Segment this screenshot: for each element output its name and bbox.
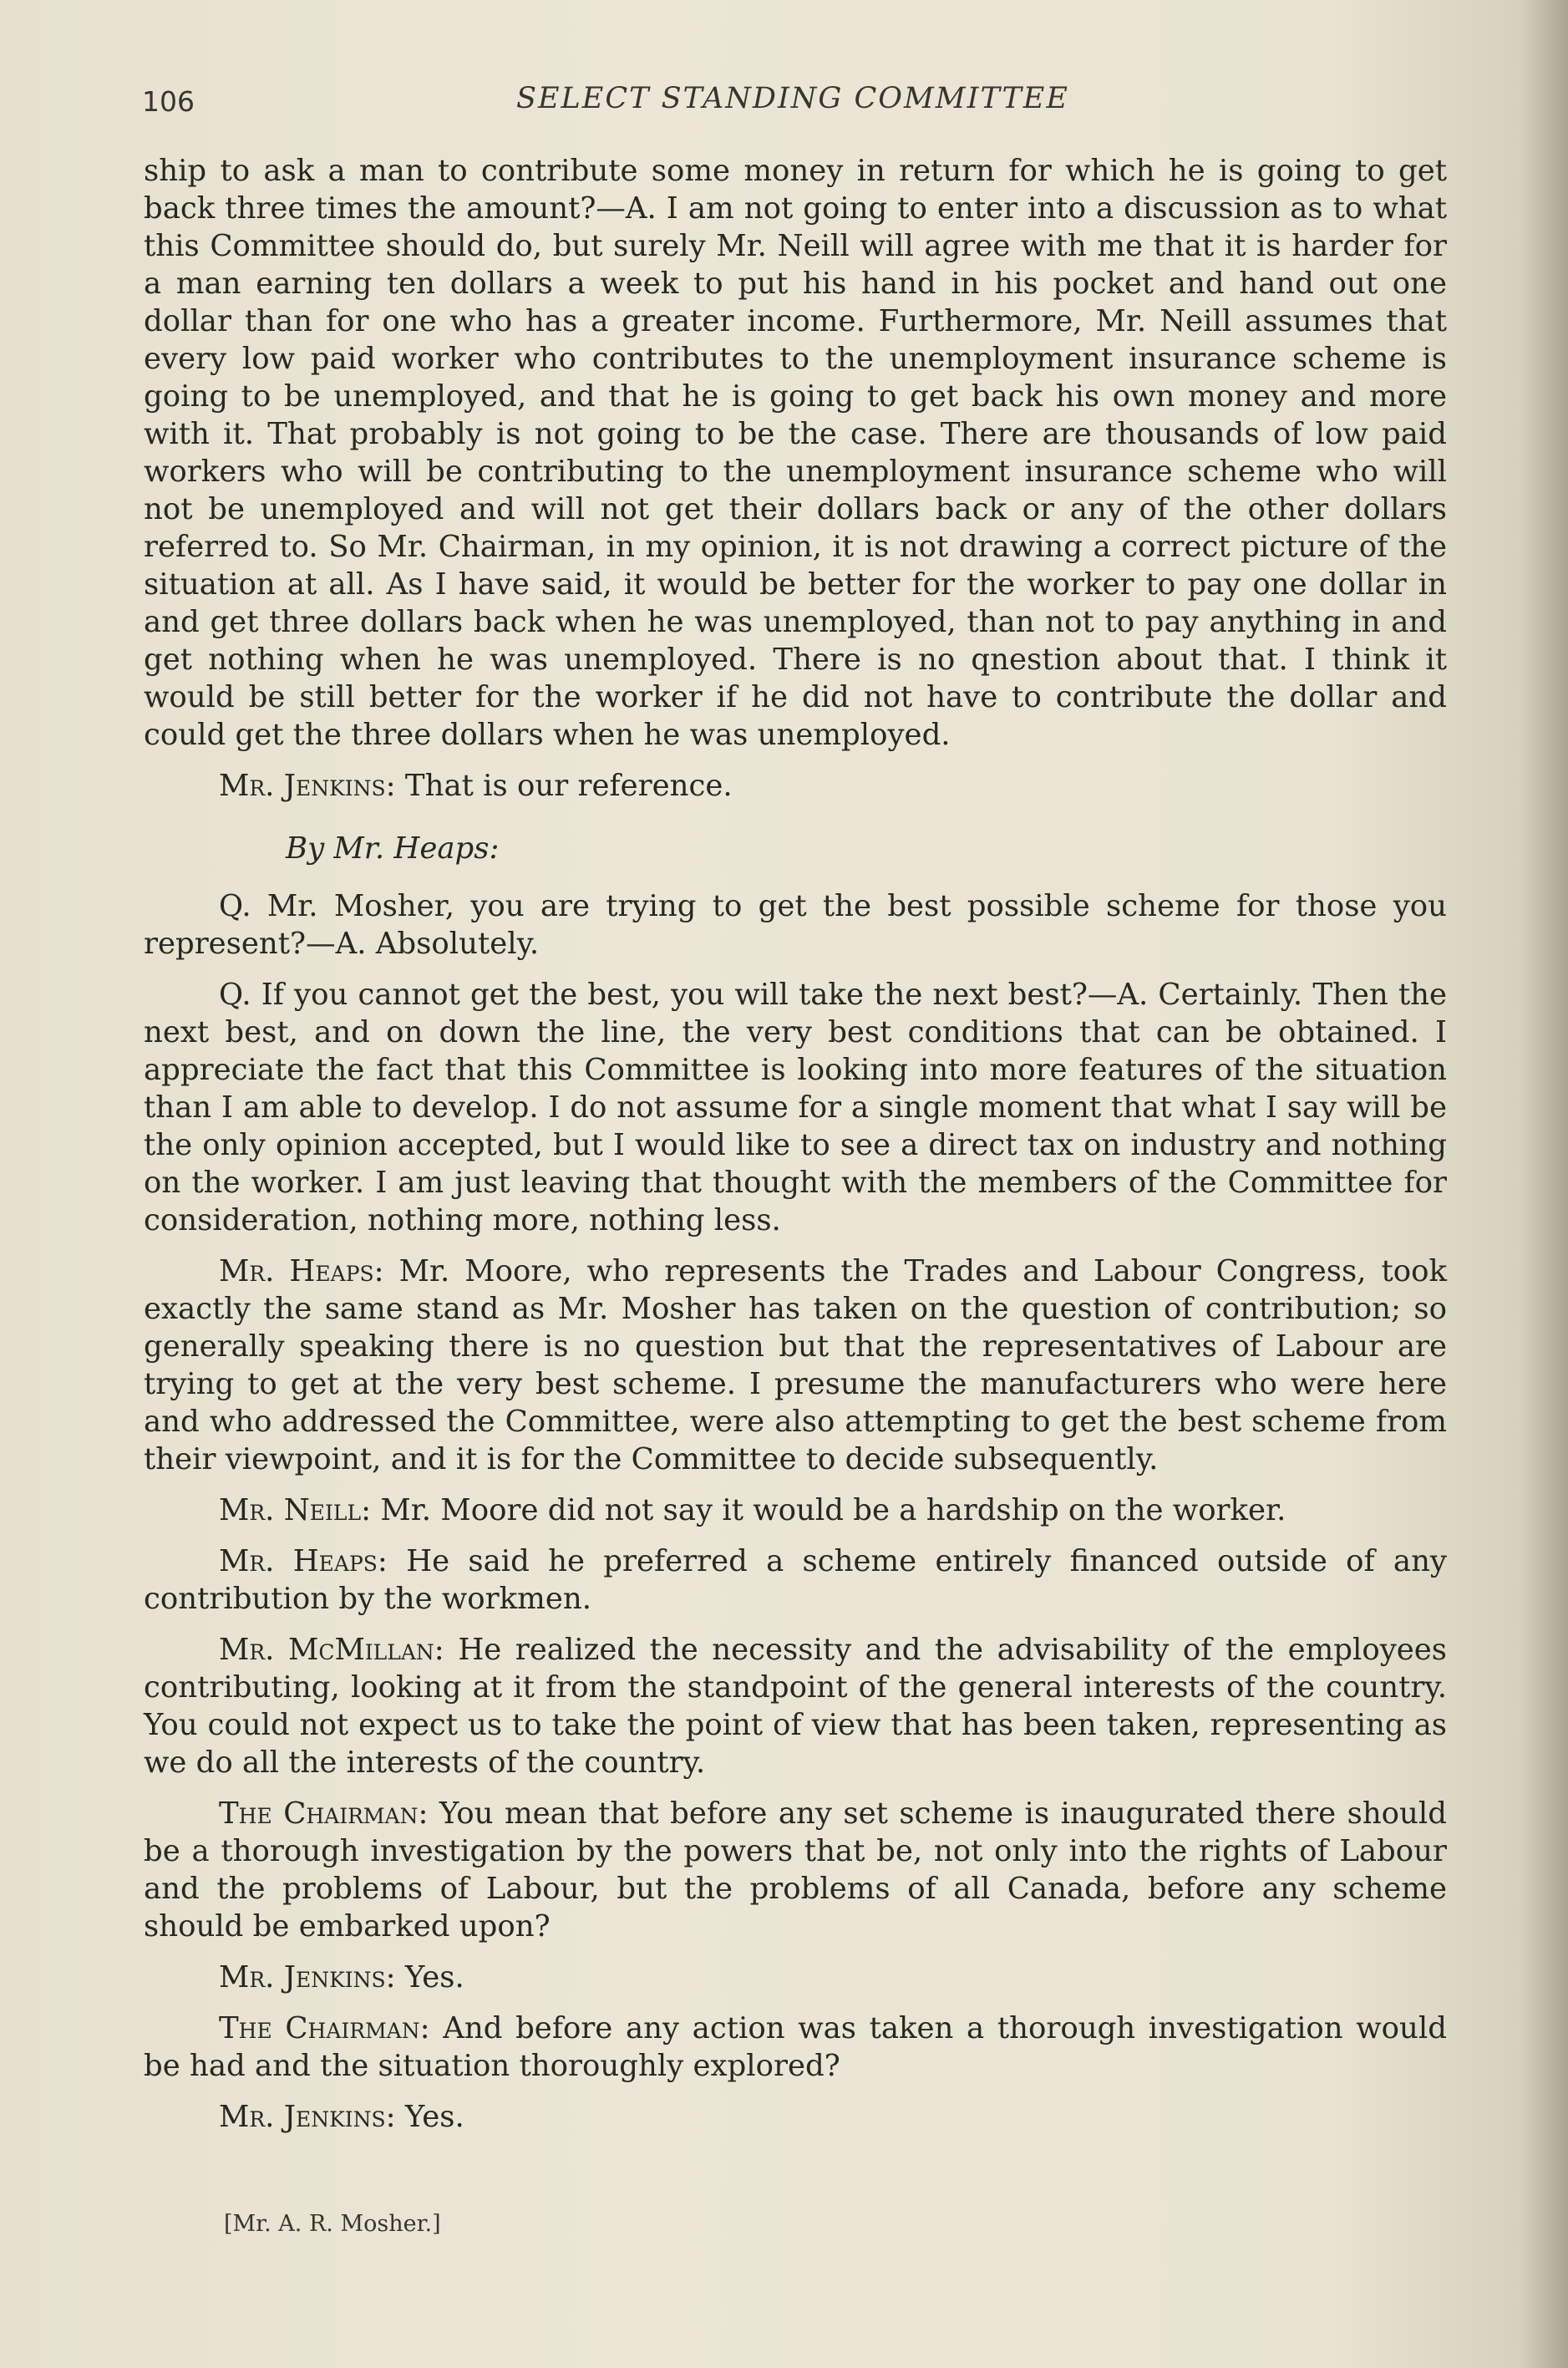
- speech-text: Yes.: [404, 2100, 464, 2134]
- examiner-line: By Mr. Heaps:: [286, 831, 500, 866]
- speech-text: Yes.: [404, 1960, 464, 1995]
- speech-text: He said he preferred a scheme entirely financed outside of any contribution by the workmen.: [144, 1544, 1447, 1616]
- paragraph-heaps-preferred: [144, 1542, 1447, 1618]
- speaker-label: Mr. Jenkins:: [219, 2100, 396, 2134]
- running-title: SELECT STANDING COMMITTEE: [516, 82, 1069, 115]
- speech-text: That is our reference.: [404, 769, 733, 803]
- speaker-label: Mr. Jenkins:: [219, 769, 396, 803]
- paragraph-neill: [144, 1491, 1447, 1529]
- speaker-label: Mr. Heaps:: [219, 1544, 388, 1578]
- page-header: [142, 82, 1454, 132]
- question-paragraph: Q. Mr. Mosher, you are trying to get the best possible scheme for those you represent?—A. Absolutely.: [144, 889, 1447, 961]
- speaker-label: The Chairman:: [219, 2011, 430, 2045]
- witness-reference: [Mr. A. R. Mosher.]: [224, 2211, 441, 2237]
- paragraph-mcmillan: [144, 1631, 1447, 1781]
- speech-text: And before any action was taken a thorough investigation would be had and the situation thoroughly explored?: [144, 2011, 1447, 2083]
- speech-text: You mean that before any set scheme is inaugurated there should be a thorough investigation by the powers that be, not only into the rights of Labour and the problems of Labour, but the problems of all Canada, before any scheme should be embarked upon?: [144, 1796, 1447, 1944]
- speaker-label: Mr. Heaps:: [219, 1254, 384, 1288]
- paragraph-jenkins-yes-1: [144, 1959, 1447, 1996]
- paragraph-chairman-2: [144, 2010, 1447, 2085]
- page-number: 106: [142, 85, 195, 118]
- paragraph-chairman-1: [144, 1795, 1447, 1945]
- speaker-label: The Chairman:: [219, 1796, 429, 1831]
- paragraph-jenkins-yes-2: [144, 2098, 1447, 2136]
- speech-text: He realized the necessity and the advisability of the employees contributing, looking at it from the standpoint of the general interests of the country. You could not expect us to take the point of view that has been taken, representing as we do all the interests of the country.: [144, 1633, 1447, 1780]
- speaker-label: Mr. Neill:: [219, 1493, 372, 1527]
- question-paragraph: Q. If you cannot get the best, you will take the next best?—A. Certainly. Then the next best, and on down the line, the very best conditions that can be obtained. I appreciate the fact that this Committee is looking into more features of the situation than I am able to develop. I do not assume for a single moment that what I say will be the only opinion accepted, but I would like to see a direct tax on industry and nothing on the worker. I am just leaving that thought with the members of the Committee for consideration, nothing more, nothing less.: [144, 978, 1447, 1237]
- paragraph-heaps-moore: [144, 1253, 1447, 1478]
- speaker-label: Mr. McMillan:: [219, 1633, 444, 1667]
- speech-text: Mr. Moore, who represents the Trades and Labour Congress, took exactly the same stand as Mr. Mosher has taken on the question of contribution; so generally speaking there is no question but that the representatives of Labour are trying to get at the very best scheme. I presume the manufacturers who were here and who addressed the Committee, were also attempting to get the best scheme from their viewpoint, and it is for the Committee to decide subsequently.: [144, 1254, 1447, 1476]
- paragraph-jenkins-reference: [144, 767, 1447, 805]
- speaker-label: Mr. Jenkins:: [219, 1960, 396, 1995]
- page-body: [144, 152, 1447, 2136]
- paragraph-continuation: ship to ask a man to contribute some money in return for which he is going to get back three times the amount?—A. I am not going to enter into a discussion as to what this Committee should do, but surely Mr. Neill will agree with me that it is harder for a man earning ten dollars a week to put his hand in his pocket and hand out one dollar than for one who has a greater income. Furthermore, Mr. Neill assumes that every low paid worker who contributes to the unemployment insurance scheme is going to be unemployed, and that he is going to get back his own money and more with it. That probably is not going to be the case. There are thousands of low paid workers who will be contributing to the unemployment insurance scheme who will not be unemployed and will not get their dollars back or any of the other dollars referred to. So Mr. Chairman, in my opinion, it is not drawing a correct picture of the situation at all. As I have said, it would be better for the worker to pay one dollar in and get three dollars back when he was unemployed, than not to pay anything in and get nothing when he was unemployed. There is no qnestion about that. I think it would be still better for the worker if he did not have to contribute the dollar and could get the three dollars when he was unemployed.: [144, 154, 1447, 752]
- speech-text: Mr. Moore did not say it would be a hardship on the worker.: [380, 1493, 1286, 1527]
